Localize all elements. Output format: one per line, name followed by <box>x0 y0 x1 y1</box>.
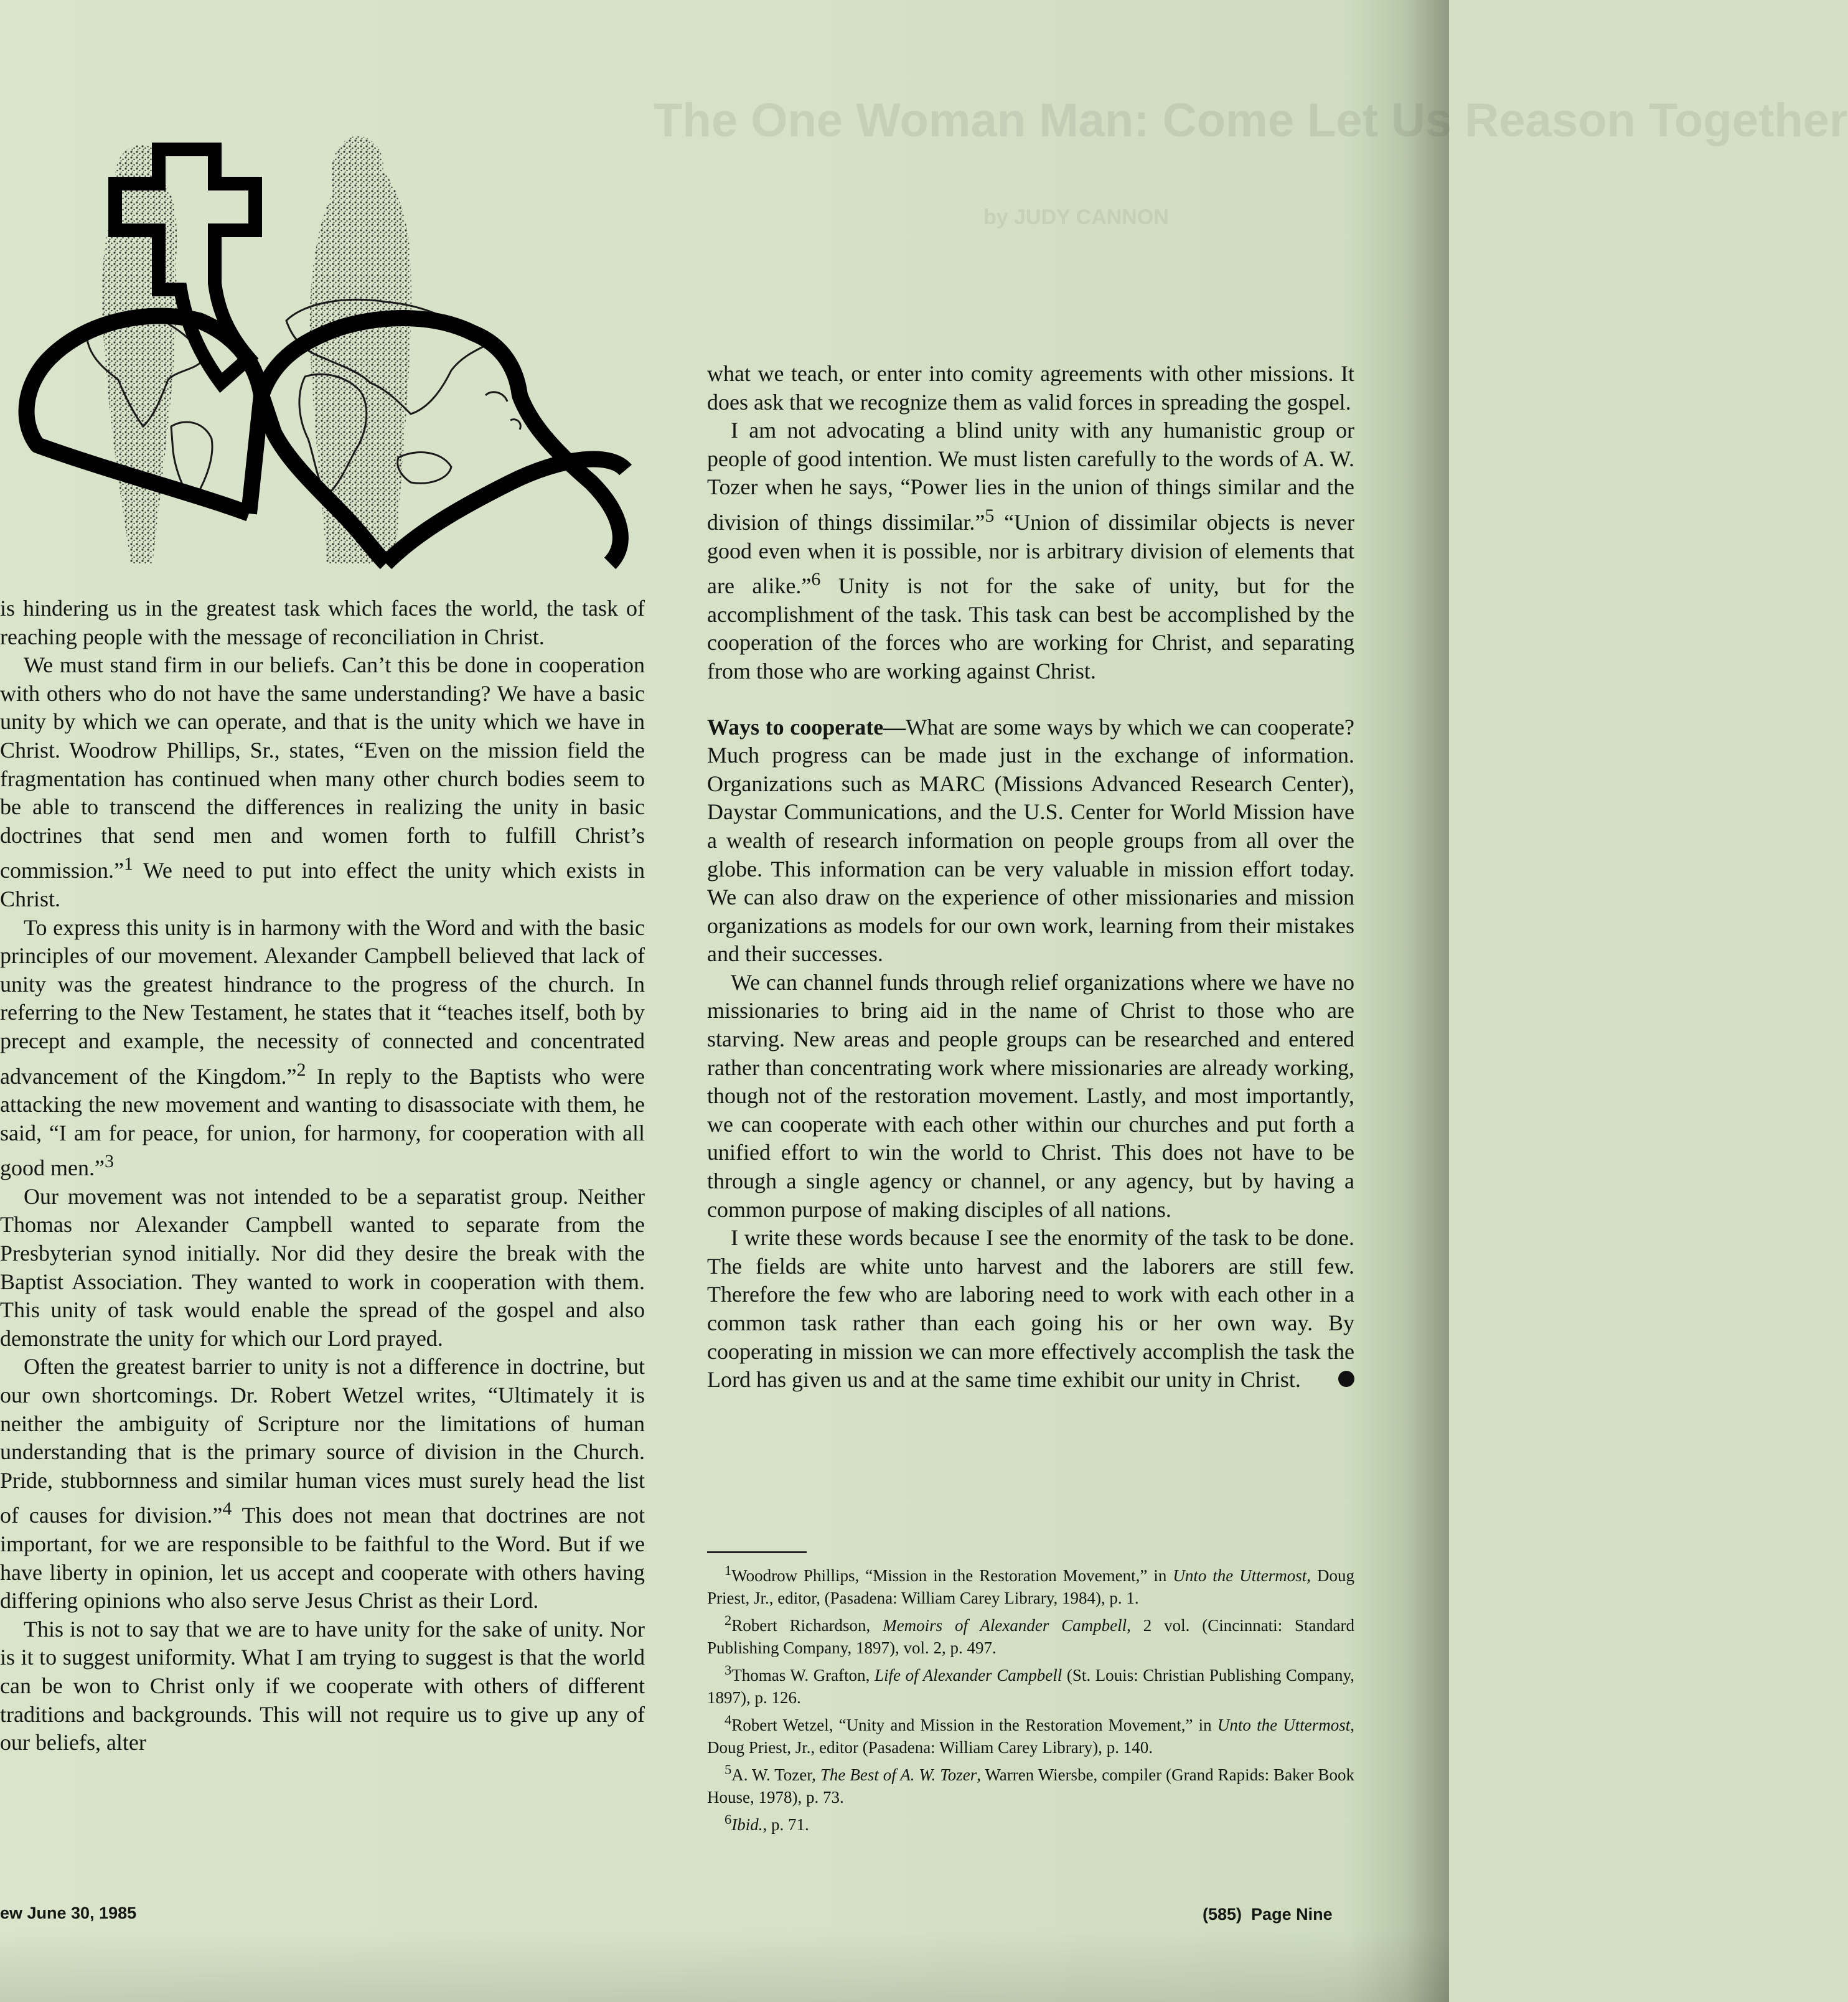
right-article-column <box>707 360 1354 1394</box>
cross-world-hearts-logo <box>12 134 632 570</box>
end-of-article-bullet <box>1338 1371 1354 1387</box>
bleed-through-byline: by JUDY CANNON <box>983 205 1169 229</box>
footnote: $^6$Ibid., p. 71. <box>725 1812 809 1834</box>
bleed-through-title: The One Woman Man: Come Let Us Reason Together <box>654 94 1848 147</box>
paragraph: Often the greatest barrier to unity is not a difference in doctrine, but our own shortcomings. Dr. Robert Wetzel writes, “Ultimately it is neither the ambiguity of Scripture nor the limitations of human understanding that is the primary source of division in the Church. Pride, stubbornness and similar human vices must surely head the list of causes for division.”$^4$ This does not mean that doctrines are not important, for we are responsible to be faithful to the Word. But if we have liberty in opinion, let us accept and cooperate with others having differing opinions who also serve Jesus Christ as their Lord. <box>0 1354 645 1614</box>
footnote: $^5$A. W. Tozer, The Best of A. W. Tozer, Warren Wiersbe, compiler (Grand Rapids: Baker Book House, 1978), p. 73. <box>707 1762 1354 1807</box>
paragraph: Our movement was not intended to be a separatist group. Neither Thomas nor Alexander Campbell wanted to separate from the Presbyterian synod initially. Nor did they desire the break with the Baptist Association. They wanted to work in cooperation with them. This unity of task would enable the spread of the gospel and also demonstrate the unity for which our Lord prayed. <box>0 1183 645 1351</box>
paragraph: I write these words because I see the enormity of the task to be done. The fields are white unto harvest and the laborers are still few. Therefore the few who are laboring need to work with each other in a common task rather than each going his or her own way. By cooperating in mission we can more effectively accomplish the task the Lord has given us and at the same time exhibit our unity in Christ. <box>707 1225 1354 1393</box>
section-subhead: Ways to cooperate— <box>707 714 906 740</box>
paragraph: This is not to say that we are to have unity for the sake of unity. Nor is it to suggest uniformity. What I am trying to suggest is that the world can be won to Christ only if we cooperate with others of different traditions and backgrounds. This will not require us to give up any of our beliefs, alter <box>0 1616 645 1755</box>
paragraph: To express this unity is in harmony with the Word and with the basic principles of our movement. Alexander Campbell believed that lack of unity was the greatest hindrance to the progress of the church. In referring to the New Testament, he states that it “teaches itself, both by precept and example, the necessity of connected and concentrated advancement of the Kingdom.”$^2$ In reply to the Baptists who were attacking the new movement and wanting to disassociate with them, he said, “I am for peace, for union, for harmony, for cooperation with all good men.”$^3$ <box>0 914 645 1181</box>
left-article-column <box>0 594 645 1757</box>
paragraph: I am not advocating a blind unity with any humanistic group or people of good intention. We must listen carefully to the words of A. W. Tozer when he says, “Power lies in the union of things similar and the division of things dissimilar.”$^5$ “Union of dissimilar objects is never good even when it is possible, nor is arbitrary division of elements that are alike.”$^6$ Unity is not for the sake of unity, but for the accomplishment of the task. This task can best be accomplished by the cooperation of the forces who are working for Christ, and separating from those who are working against Christ. <box>707 418 1354 684</box>
footer-page-number: (585) Page Nine <box>1203 1905 1333 1924</box>
footnote-ref: 2 <box>296 1059 306 1080</box>
footnote-ref: 1 <box>123 853 133 875</box>
paragraph: We must stand firm in our beliefs. Can’t this be done in cooperation with others who do not have the same understanding? We have a basic unity by which we can operate, and that is the unity which we have in Christ. Woodrow Phillips, Sr., states, “Even on the mission field the fragmentation has continued when many other church bodies seem to be able to transcend the differences in realizing the unity in basic doctrines that send men and women forth to fulfill Christ’s commission.”$^1$ We need to put into effect the unity which exists in Christ. <box>0 652 645 911</box>
footnote: $^2$Robert Richardson, Memoirs of Alexander Campbell, 2 vol. (Cincinnati: Standard Publishing Company, 1897), vol. 2, p. 497. <box>707 1612 1355 1657</box>
footnote-ref: 3 <box>104 1151 114 1172</box>
footnote: $^4$Robert Wetzel, “Unity and Mission in the Restoration Movement,” in Unto the Uttermost, Doug Priest, Jr., editor (Pasadena: William Carey Library), p. 140. <box>707 1712 1354 1757</box>
paragraph: is hindering us in the greatest task which faces the world, the task of reaching people with the message of reconciliation in Christ. <box>0 596 645 649</box>
page-shadow <box>0 1930 1449 2002</box>
footer-issue-date: ew June 30, 1985 <box>0 1904 137 1922</box>
paragraph: We can channel funds through relief organizations where we have no missionaries to bring aid in the name of Christ to those who are starving. New areas and people groups can be researched and entered rather than concentrating work where missionaries are already working, though not of the restoration movement. Lastly, and most importantly, we can cooperate with each other within our churches and put forth a unified effort to win the world to Christ. This does not have to be through a single agency or channel, or any agency, but by having a common purpose of making disciples of all nations. <box>707 969 1354 1222</box>
paragraph: Ways to cooperate—What are some ways by which we can cooperate? Much progress can be made just in the exchange of information. Organizations such as MARC (Missions Advanced Research Center), Daystar Communications, and the U.S. Center for World Mission have a wealth of research information on people groups from all over the globe. This information can be very valuable in mission effort today. We can also draw on the experience of other missionaries and mission organizations as models for our own work, learning from their mistakes and their successes. <box>707 714 1354 967</box>
paragraph: what we teach, or enter into comity agreements with other missions. It does ask that we recognize them as valid forces in spreading the gospel. <box>707 361 1354 415</box>
footnote-ref: 6 <box>811 569 821 590</box>
footnote: $^3$Thomas W. Grafton, Life of Alexander Campbell (St. Louis: Christian Publishing Company, 1897), p. 126. <box>707 1662 1354 1707</box>
footnote-rule <box>707 1551 807 1553</box>
footnote-ref: 4 <box>222 1498 232 1520</box>
footnote-ref: 5 <box>985 505 995 526</box>
footnotes <box>707 1559 1354 1836</box>
footnote: $^1$Woodrow Phillips, “Mission in the Restoration Movement,” in Unto the Uttermost, Doug Priest, Jr., editor, (Pasadena: William Carey Library, 1984), p. 1. <box>707 1563 1354 1607</box>
